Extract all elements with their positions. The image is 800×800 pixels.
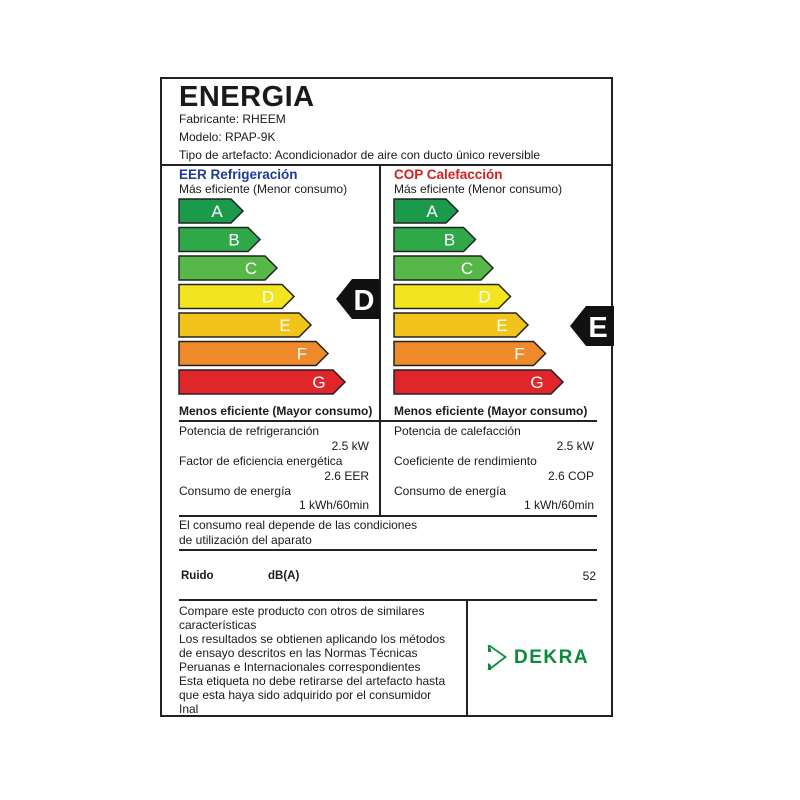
class-arrow-e (394, 313, 528, 337)
cooling-spec-value: 2.6 EER (324, 469, 369, 483)
cooling-spec-label: Consumo de energía (179, 484, 292, 498)
cooling-spec-label: Potencia de refrigeranción (179, 424, 320, 438)
divider (162, 164, 611, 166)
class-letter: E (496, 316, 508, 335)
noise-unit: dB(A) (268, 570, 300, 582)
class-letter: D (478, 287, 491, 307)
class-letter: G (312, 373, 326, 392)
cooling-spec-value: 1 kWh/60min (298, 498, 369, 512)
class-letter: F (296, 344, 308, 364)
divider (179, 599, 597, 601)
footer-line: Inal (179, 702, 199, 716)
footer-line: Compare este producto con otros de similares (179, 604, 425, 618)
heating-class-scale (394, 199, 624, 399)
class-arrow-c (394, 256, 493, 280)
heating-title: COP Calefacción (394, 167, 503, 182)
class-letter: E (279, 316, 291, 335)
cooling-more-efficient: Más eficiente (Menor consumo) (179, 182, 348, 196)
class-arrow-b (179, 228, 260, 252)
label-title: ENERGIA (179, 81, 315, 113)
noise-label: Ruido (181, 570, 214, 582)
divider (466, 599, 468, 717)
heating-more-efficient: Más eficiente (Menor consumo) (394, 182, 563, 196)
class-arrow-d (394, 285, 511, 309)
cooling-spec-value: 2.5 kW (331, 439, 369, 453)
footer-line: que esta haya sido adquirido por el consumidor (179, 688, 432, 702)
divider (179, 515, 597, 517)
footer-line: Esta etiqueta no debe retirarse del artefacto hasta (179, 674, 446, 688)
cooling-rating-pointer (336, 277, 382, 323)
model-text: Modelo: RPAP-9K (179, 130, 276, 144)
cooling-spec-label: Factor de eficiencia energética (179, 454, 343, 468)
dekra-logo (484, 643, 594, 673)
heating-spec-label: Consumo de energía (394, 484, 507, 498)
class-letter: A (211, 202, 223, 221)
heating-rating-pointer (570, 304, 616, 350)
heating-spec-label: Potencia de calefacción (394, 424, 521, 438)
cooling-title: EER Refrigeración (179, 167, 298, 182)
energy-label (160, 77, 613, 717)
class-letter: B (443, 230, 456, 250)
notice-line: de utilización del aparato (179, 533, 312, 547)
class-letter: F (514, 344, 525, 364)
class-letter: D (261, 287, 275, 307)
class-letter: G (530, 373, 544, 392)
manufacturer-text: Fabricante: RHEEM (179, 112, 286, 126)
heating-spec-value: 2.5 kW (556, 439, 594, 453)
heating-spec-value: 1 kWh/60min (523, 498, 594, 512)
footer-line: características (179, 618, 257, 632)
rating-letter: D (353, 285, 375, 317)
footer-line: de ensayo descritos en las Normas Técnicas (179, 646, 418, 660)
noise-value: 52 (582, 569, 596, 583)
footer-line: Los resultados se obtienen aplicando los métodos (179, 632, 446, 646)
dekra-mark-icon (484, 643, 510, 673)
rating-letter: E (588, 312, 608, 344)
divider (379, 164, 381, 517)
class-letter: B (228, 230, 240, 250)
heating-spec-label: Coeficiente de rendimiento (394, 454, 537, 468)
footer-line: Peruanas e Internacionales correspondientes (179, 660, 421, 674)
divider (179, 549, 597, 551)
class-arrow-e (179, 313, 311, 337)
heating-less-efficient: Menos eficiente (Mayor consumo) (394, 404, 588, 418)
class-arrow-c (179, 256, 277, 280)
class-letter: C (460, 259, 474, 278)
class-arrow-b (394, 228, 476, 252)
class-letter: C (244, 259, 258, 278)
device-type-text: Tipo de artefacto: Acondicionador de aire con ducto único reversible (179, 148, 541, 162)
divider (179, 420, 597, 422)
class-letter: A (426, 202, 438, 221)
class-arrow-d (179, 285, 294, 309)
cooling-less-efficient: Menos eficiente (Mayor consumo) (179, 404, 373, 418)
dekra-logo-text: DEKRA (514, 647, 590, 668)
heating-spec-value: 2.6 COP (547, 469, 594, 483)
notice-line: El consumo real depende de las condiciones (179, 518, 418, 532)
